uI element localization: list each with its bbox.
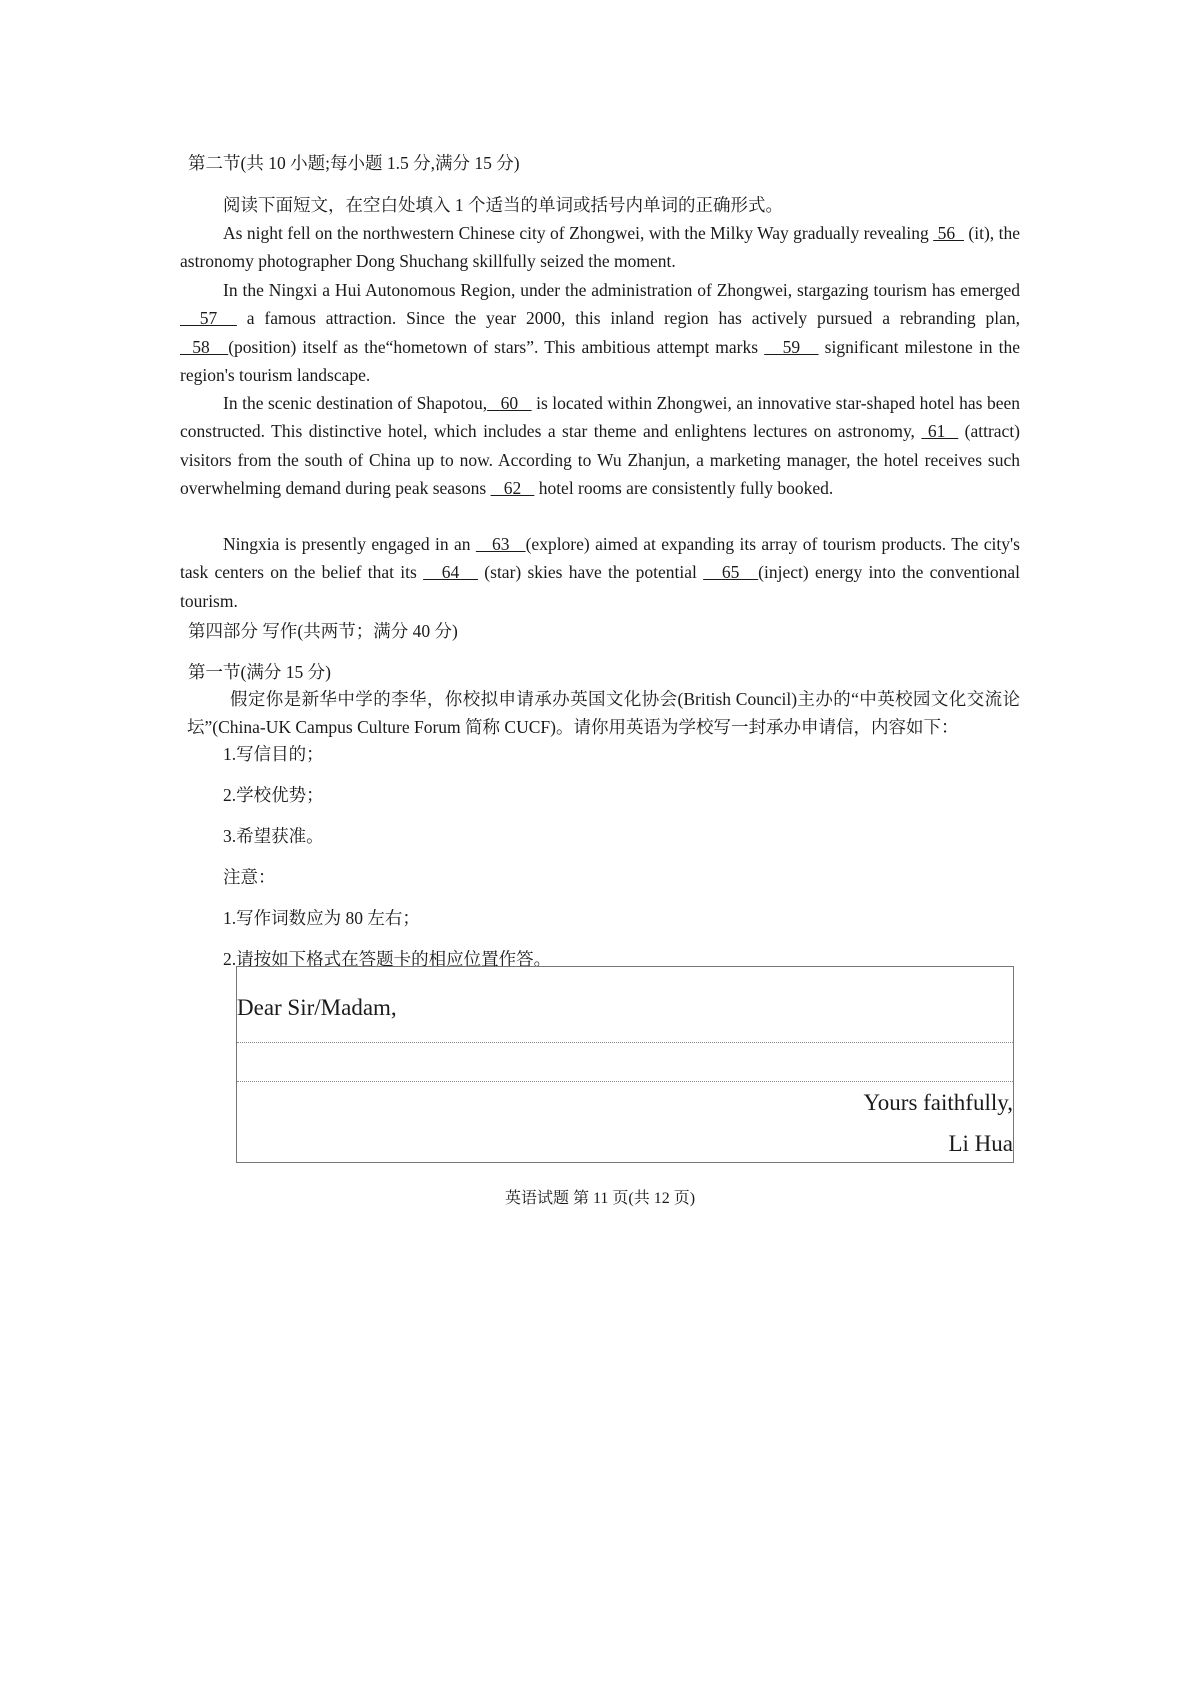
part4-section1-title: 第一节(满分 15 分) [188,662,331,682]
blank-57[interactable]: 57 [180,308,237,329]
section2-title: 第二节(共 10 小题;每小题 1.5 分,满分 15 分) [188,153,520,173]
requirement-item: 3.希望获准。 [223,826,324,846]
paragraph-3: In the scenic destination of Shapotou, 60 is located within Zhongwei, an innovative star-shaped hotel has been constructed. This distinctive hotel, which includes a star theme and enlightens lectures on astronomy, 61 (attract) visitors from the south of China up to now. According to Wu Zhanjun, a marketing manager, the hotel receives such overwhelming demand during peak seasons 62 hotel rooms are consistently fully booked. [180,393,1021,499]
requirement-item: 1.写信目的； [223,744,324,764]
note-item: 2.请按如下格式在答题卡的相应位置作答。 [223,949,552,969]
answer-line [237,1042,1013,1043]
part4-title: 第四部分 写作(共两节；满分 40 分) [188,621,458,641]
letter-signature: Li Hua [948,1131,1013,1156]
answer-line [237,1081,1013,1082]
blank-64[interactable]: 64 [423,562,479,583]
answer-box[interactable] [236,966,1014,1163]
page-footer: 英语试题 第 11 页(共 12 页) [504,1190,696,1207]
blank-65[interactable]: 65 [703,562,759,583]
paragraph-2: In the Ningxi a Hui Autonomous Region, under the administration of Zhongwei, stargazing tourism has emerged 57 a famous attraction. Since the year 2000, this inland region has actively pursued a rebranding plan, 58 (position) itself as the“hometown of stars”. This ambitious attempt marks 59 significant milestone in the region's tourism landscape. [180,280,1021,386]
blank-61[interactable]: 61 [921,421,959,442]
writing-prompt: 假定你是新华中学的李华，你校拟申请承办英国文化协会(British Council)主办的“中英校园文化交流论坛”(China-UK Campus Culture Forum 简称 CUCF)。请你用英语为学校写一封承办申请信，内容如下： [187,689,1020,738]
note-label: 注意： [223,867,276,887]
paragraph-1: As night fell on the northwestern Chinese city of Zhongwei, with the Milky Way gradually revealing 56 (it), the astronomy photographer Dong Shuchang skillfully seized the moment. [180,223,1020,272]
blank-59[interactable]: 59 [764,336,819,357]
blank-62[interactable]: 62 [490,478,535,499]
blank-60[interactable]: 60 [487,393,532,413]
instruction: 阅读下面短文，在空白处填入 1 个适当的单词或括号内单词的正确形式。 [223,195,783,215]
note-item: 1.写作词数应为 80 左右； [223,908,420,928]
blank-58[interactable]: 58 [180,336,229,357]
requirement-item: 2.学校优势； [223,785,324,805]
paragraph-4: Ningxia is presently engaged in an 63 (explore) aimed at expanding its array of tourism products. The city's task centers on the belief that its 64 (star) skies have the potential 65 (inject) energy into the conventional tourism. [180,534,1021,611]
letter-salutation: Dear Sir/Madam, [237,995,397,1020]
blank-56[interactable]: 56 [933,223,964,243]
blank-63[interactable]: 63 [475,534,526,554]
letter-closing: Yours faithfully, [863,1090,1013,1115]
